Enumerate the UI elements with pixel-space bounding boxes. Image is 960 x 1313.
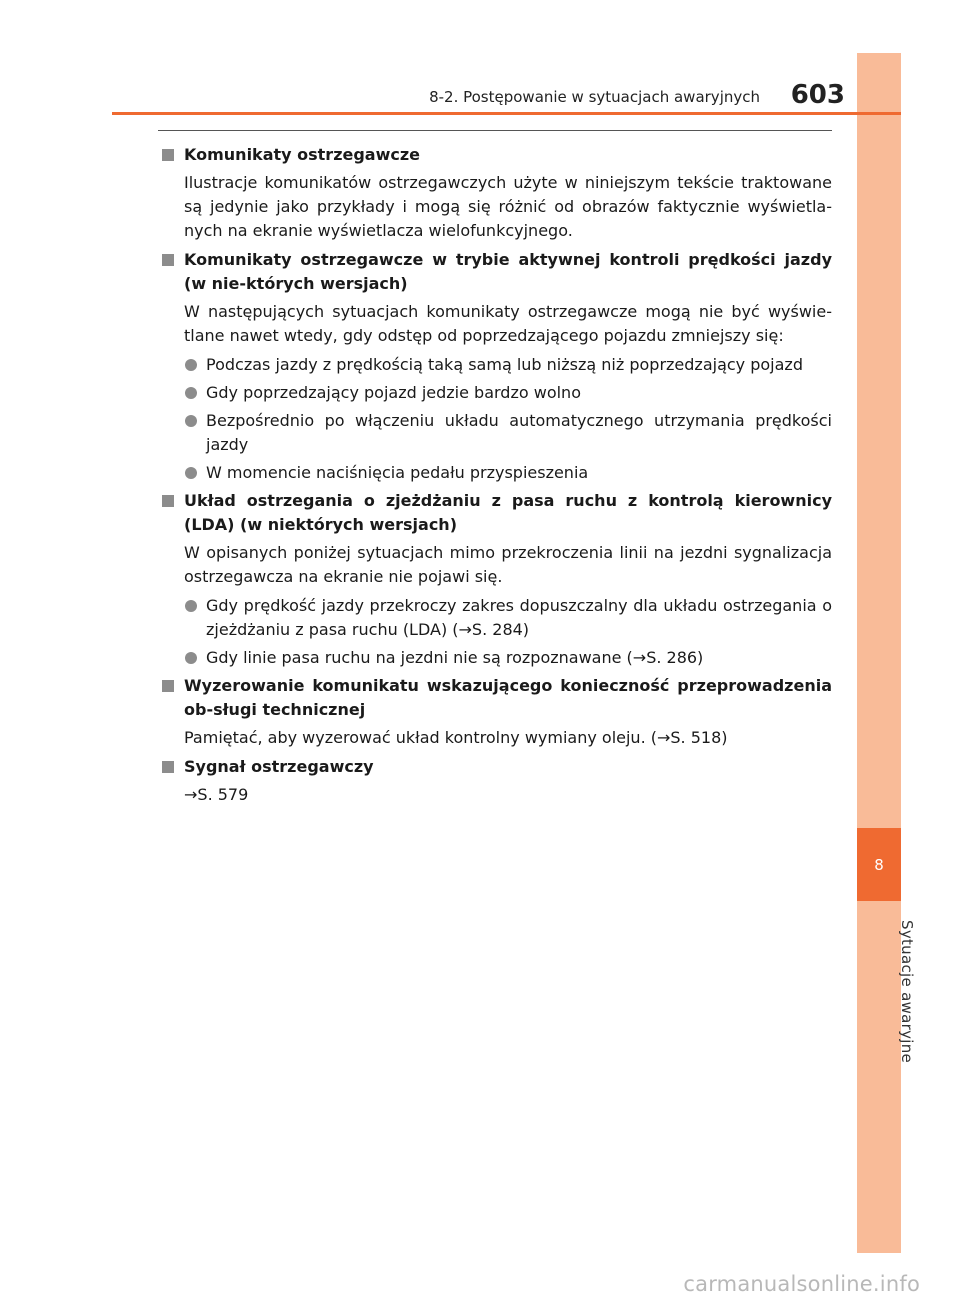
circle-bullet-icon [185, 387, 197, 399]
square-bullet-icon [162, 761, 174, 773]
side-tab-strip [857, 53, 901, 1253]
section-paragraph: Ilustracje komunikatów ostrzegawczych użyte w niniejszym tekście traktowane są jedynie jako przykłady i mogą się różnić od obrazów faktycznie wyświetla-nych na ekranie wyświetlacza wielofunkcyjnego. [184, 173, 832, 240]
list-item: Podczas jazdy z prędkością taką samą lub niższą niż poprzedzający pojazd [160, 353, 832, 377]
square-bullet-icon [162, 680, 174, 692]
section-heading: Układ ostrzegania o zjeżdżaniu z pasa ruchu z kontrolą kierownicy (LDA) (w niektórych wersjach) [160, 489, 832, 537]
section-heading: Wyzerowanie komunikatu wskazującego konieczność przeprowadzenia ob-sługi technicznej [160, 674, 832, 722]
section-warning-buzzer [160, 755, 832, 807]
square-bullet-icon [162, 254, 174, 266]
section-heading: Sygnał ostrzegawczy [160, 755, 832, 779]
chapter-tab-label: Sytuacje awaryjne [898, 920, 916, 1064]
section-heading: Komunikaty ostrzegawcze [160, 143, 832, 167]
section-maintenance-reset [160, 674, 832, 750]
section-lda [160, 489, 832, 670]
page-number: 603 [790, 80, 845, 110]
section-heading: Komunikaty ostrzegawcze w trybie aktywnej kontroli prędkości jazdy (w nie-których wersjach) [160, 248, 832, 296]
square-bullet-icon [162, 149, 174, 161]
chapter-tab-number: 8 [857, 828, 901, 901]
section-paragraph: W opisanych poniżej sytuacjach mimo przekroczenia linii na jezdni sygnalizacja ostrzegawcza na ekranie nie pojawi się. [184, 543, 832, 586]
content-divider [158, 130, 832, 131]
circle-bullet-icon [185, 359, 197, 371]
watermark: carmanualsonline.info [683, 1272, 920, 1296]
page-reference: →S. 579 [184, 785, 249, 804]
header-divider [112, 112, 901, 115]
list-item: Bezpośrednio po włączeniu układu automatycznego utrzymania prędkości jazdy [160, 409, 832, 457]
list-item: W momencie naciśnięcia pedału przyspieszenia [160, 461, 832, 485]
section-paragraph: W następujących sytuacjach komunikaty ostrzegawcze mogą nie być wyświe-tlane nawet wtedy, gdy odstęp od poprzedzającego pojazdu zmniejszy się: [184, 302, 832, 345]
page-content [160, 140, 832, 807]
section-warning-messages [160, 143, 832, 243]
section-cruise-control-warnings [160, 248, 832, 485]
circle-bullet-icon [185, 467, 197, 479]
list-item: Gdy prędkość jazdy przekroczy zakres dopuszczalny dla układu ostrzegania o zjeżdżaniu z pasa ruchu (LDA) (→S. 284) [160, 594, 832, 642]
circle-bullet-icon [185, 652, 197, 664]
circle-bullet-icon [185, 600, 197, 612]
circle-bullet-icon [185, 415, 197, 427]
list-item: Gdy poprzedzający pojazd jedzie bardzo wolno [160, 381, 832, 405]
square-bullet-icon [162, 495, 174, 507]
section-title: 8-2. Postępowanie w sytuacjach awaryjnych [429, 88, 760, 106]
list-item: Gdy linie pasa ruchu na jezdni nie są rozpoznawane (→S. 286) [160, 646, 832, 670]
section-paragraph: Pamiętać, aby wyzerować układ kontrolny wymiany oleju. (→S. 518) [184, 728, 728, 747]
